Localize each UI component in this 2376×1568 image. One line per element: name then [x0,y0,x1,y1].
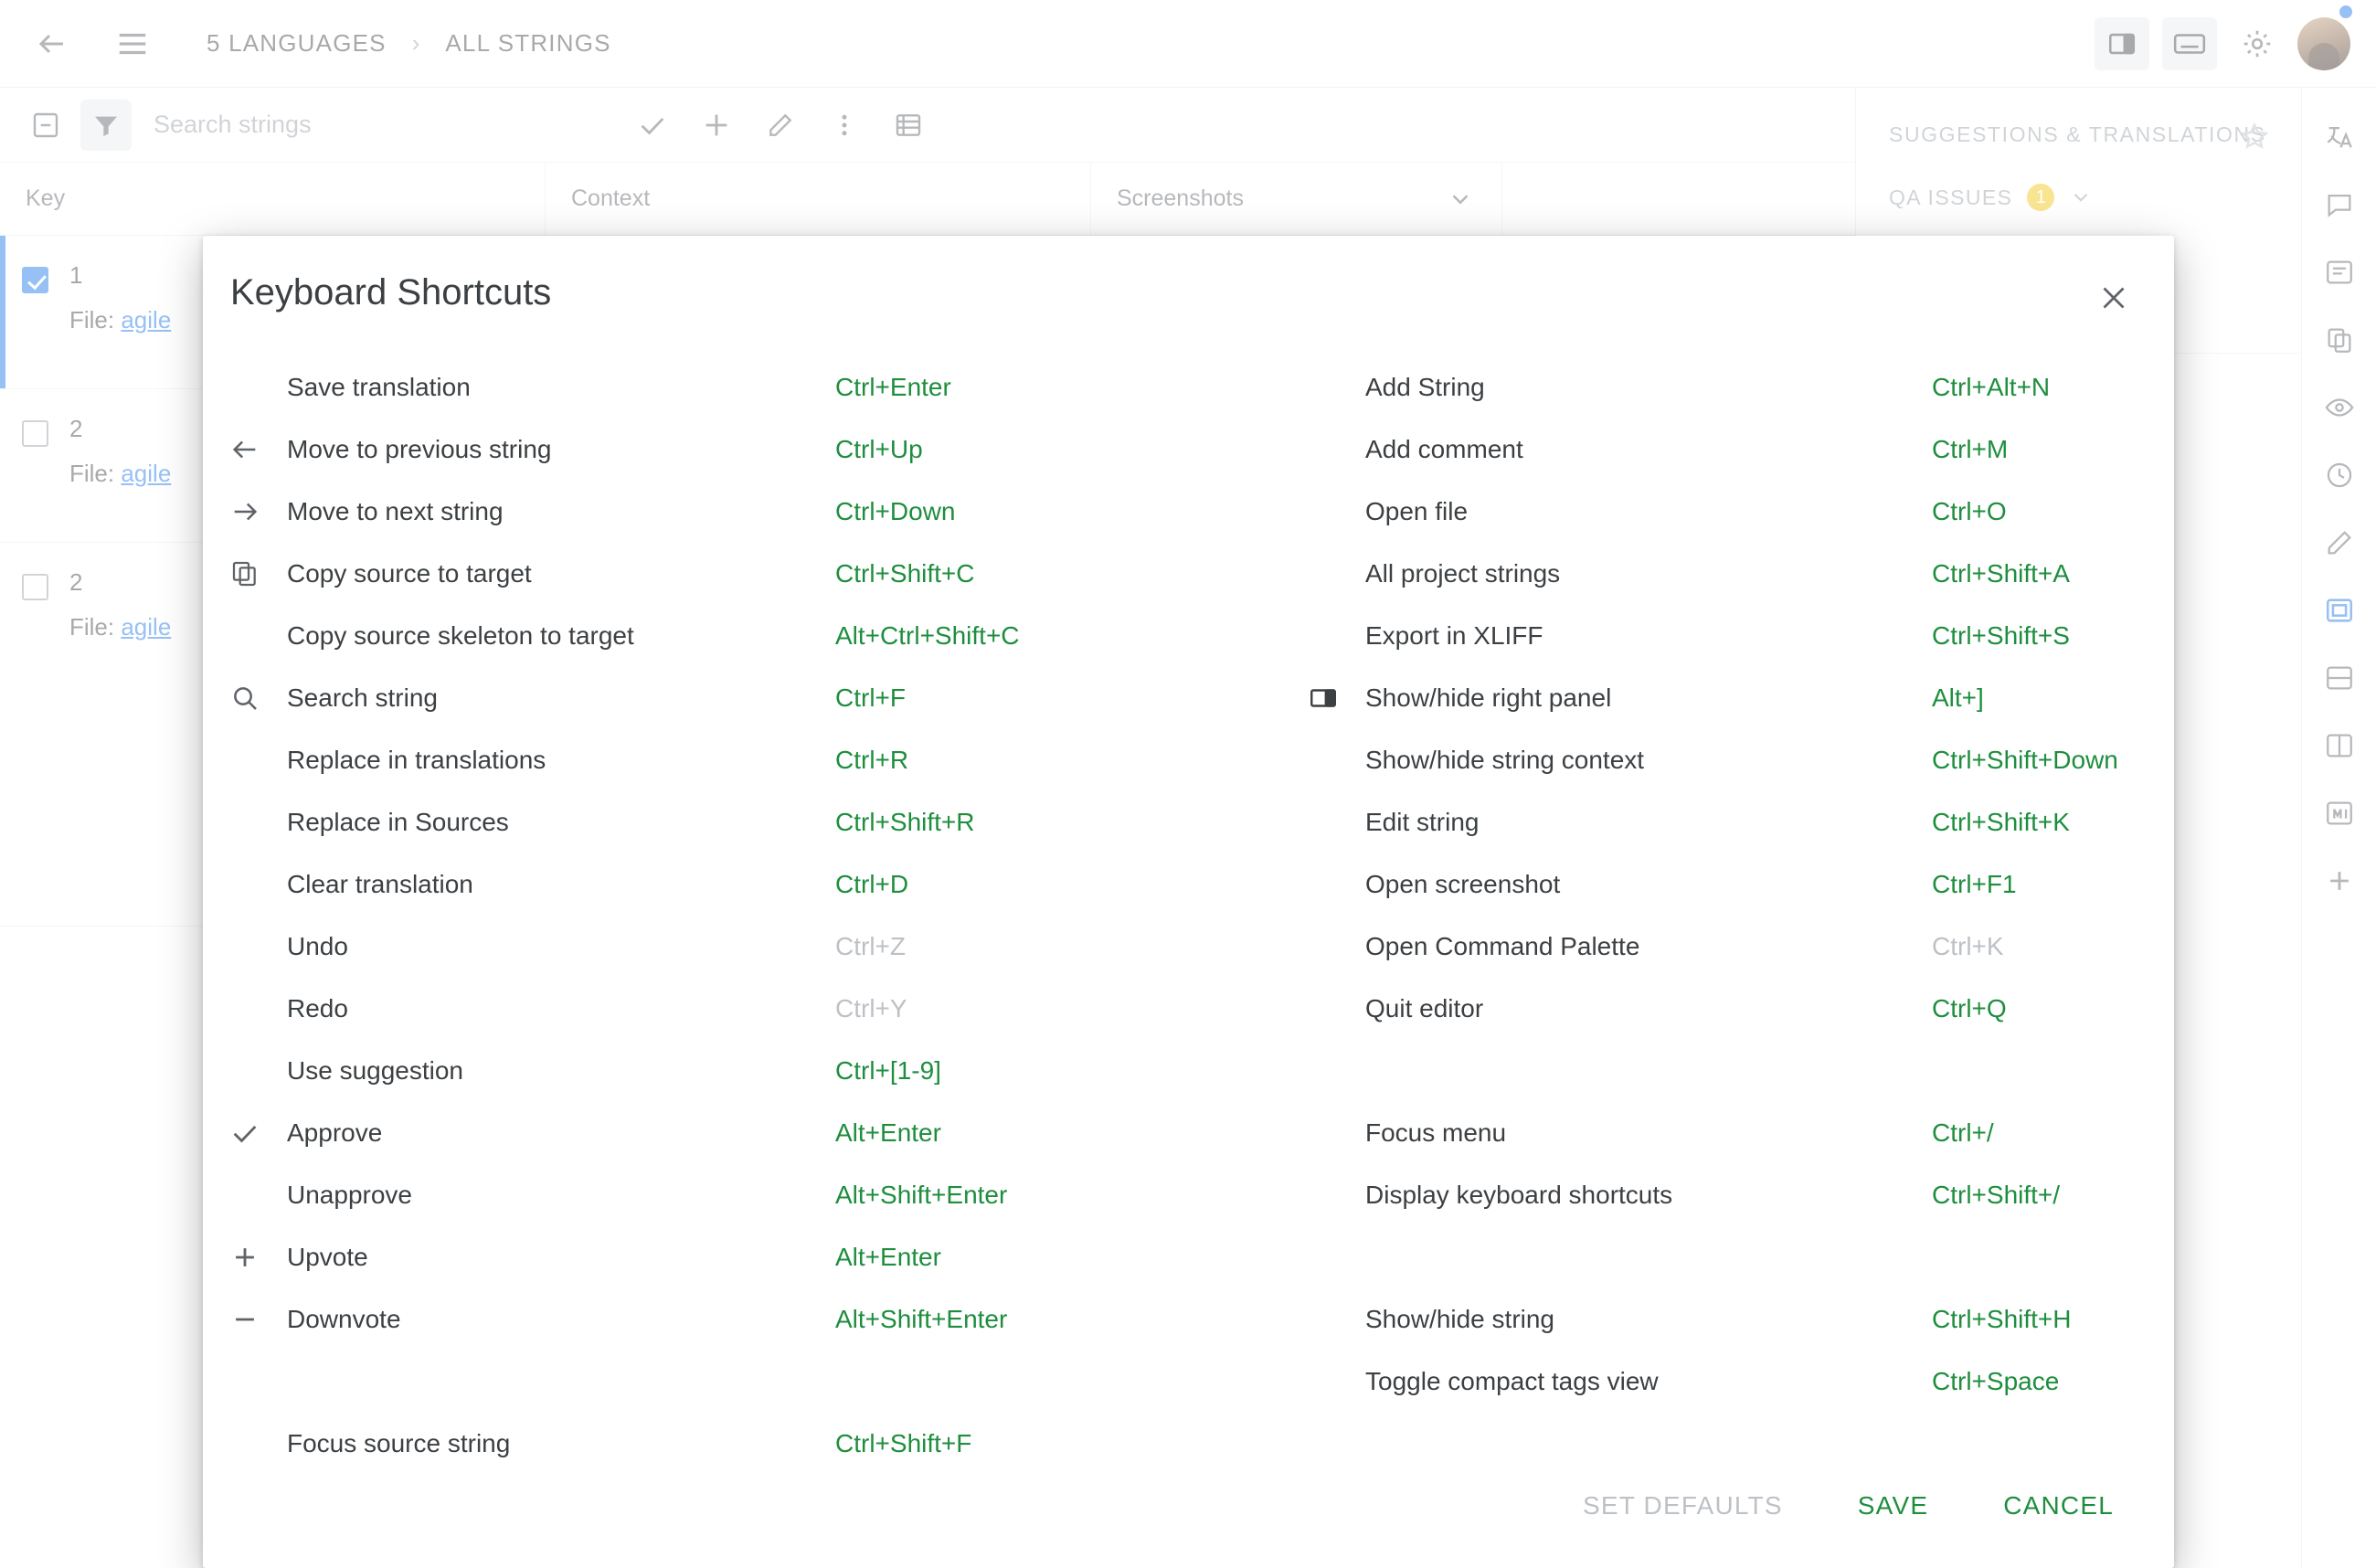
shortcut-label: Redo [287,994,348,1022]
shortcut-keys: Ctrl+[1-9] [835,1056,941,1085]
shortcut-label: Show/hide string context [1365,746,1645,774]
shortcut-label: Show/hide string [1365,1305,1555,1333]
shortcut-row-edit-string [1281,791,2174,853]
shortcut-row-copy-source [203,543,1281,605]
shortcut-row-replace-translations [203,729,1281,791]
shortcut-keys: Ctrl+O [1932,497,2007,525]
shortcut-row-quit-editor [1281,978,2174,1040]
set-defaults-button[interactable]: SET DEFAULTS [1566,1477,1799,1535]
shortcut-keys: Ctrl+Shift+S [1932,621,2070,650]
shortcut-keys: Ctrl+Q [1932,994,2007,1022]
shortcut-keys: Ctrl+Shift+A [1932,559,2070,588]
shortcut-label: Move to next string [287,497,504,525]
shortcut-label: Replace in Sources [287,808,509,836]
shortcut-label: Copy source skeleton to target [287,621,634,650]
shortcut-keys: Ctrl+Space [1932,1367,2060,1395]
shortcut-row-search-string [203,667,1281,729]
shortcuts-left-column [203,356,1281,1458]
shortcut-label: Copy source to target [287,559,532,588]
shortcut-row-move-previous [203,418,1281,481]
check-icon [203,1118,287,1149]
shortcut-label: Edit string [1365,808,1480,836]
dialog-title: Keyboard Shortcuts [230,272,552,313]
shortcut-keys: Ctrl+R [835,746,909,774]
shortcuts-columns [203,356,2174,1458]
shortcut-row-open-screenshot [1281,853,2174,916]
search-icon [203,683,287,713]
shortcut-keys: Alt+Ctrl+Shift+C [835,621,1020,650]
shortcut-keys: Ctrl+F1 [1932,870,2017,898]
shortcut-label: Focus source string [287,1429,511,1457]
shortcut-row-approve [203,1102,1281,1164]
shortcut-keys: Ctrl+M [1932,435,2009,463]
shortcut-row-use-suggestion [203,1040,1281,1102]
shortcut-row-downvote [203,1288,1281,1351]
shortcut-label: Add String [1365,373,1485,401]
shortcut-row-open-command-palette [1281,916,2174,978]
shortcut-keys: Ctrl+Z [835,932,906,960]
shortcut-label: Export in XLIFF [1365,621,1543,650]
shortcut-keys: Alt+Enter [835,1118,941,1147]
shortcut-row-focus-source-string [203,1413,1281,1475]
shortcut-label: Downvote [287,1305,401,1333]
shortcut-label: Undo [287,932,348,960]
spacer [203,1351,1281,1413]
save-button[interactable]: SAVE [1841,1477,1945,1535]
shortcut-keys: Ctrl+Y [835,994,907,1022]
minus-icon [203,1304,287,1335]
shortcuts-right-column [1281,356,2174,1458]
shortcut-row-unapprove [203,1164,1281,1226]
shortcut-keys: Ctrl+Shift+K [1932,808,2070,836]
shortcut-keys: Ctrl+K [1932,932,2004,960]
shortcut-row-focus-menu [1281,1102,2174,1164]
shortcut-keys: Ctrl+Shift+/ [1932,1181,2061,1209]
shortcut-label: Open Command Palette [1365,932,1640,960]
panel-right-icon [1281,683,1365,714]
shortcut-keys: Ctrl+Shift+R [835,808,975,836]
shortcut-row-display-keyboard-shortcuts [1281,1164,2174,1226]
shortcut-row-undo [203,916,1281,978]
shortcut-label: Display keyboard shortcuts [1365,1181,1673,1209]
shortcut-label: Use suggestion [287,1056,464,1085]
shortcut-keys: Ctrl+Shift+C [835,559,975,588]
shortcut-row-open-file [1281,481,2174,543]
arrow-right-icon [203,496,287,527]
shortcut-keys: Ctrl+Shift+F [835,1429,972,1457]
shortcut-label: Upvote [287,1243,368,1271]
shortcut-keys: Alt+Enter [835,1243,941,1271]
shortcut-row-add-comment [1281,418,2174,481]
shortcut-label: Approve [287,1118,383,1147]
shortcut-row-export-xliff [1281,605,2174,667]
shortcut-row-upvote [203,1226,1281,1288]
shortcut-row-save-translation [203,356,1281,418]
shortcut-label: Move to previous string [287,435,552,463]
shortcut-row-add-string [1281,356,2174,418]
shortcut-row-show-hide-string [1281,1288,2174,1351]
keyboard-shortcuts-dialog [203,236,2174,1568]
cancel-button[interactable]: CANCEL [1987,1477,2130,1535]
shortcut-label: All project strings [1365,559,1561,588]
shortcut-row-replace-sources [203,791,1281,853]
shortcut-label: Clear translation [287,870,473,898]
shortcut-row-clear-translation [203,853,1281,916]
shortcut-label: Open file [1365,497,1469,525]
shortcut-keys: Ctrl+Up [835,435,923,463]
shortcut-row-redo [203,978,1281,1040]
shortcut-keys: Ctrl+Down [835,497,956,525]
shortcut-label: Search string [287,683,438,712]
shortcut-keys: Ctrl+Alt+N [1932,373,2051,401]
shortcut-keys: Alt+Shift+Enter [835,1181,1008,1209]
shortcut-label: Unapprove [287,1181,412,1209]
shortcut-row-copy-skeleton [203,605,1281,667]
shortcut-keys: Alt+Shift+Enter [835,1305,1008,1333]
copy-icon [203,559,287,588]
spacer [1281,1226,2174,1288]
shortcut-label: Open screenshot [1365,870,1561,898]
close-icon[interactable] [2090,274,2137,322]
shortcut-keys: Ctrl+Shift+H [1932,1305,2072,1333]
shortcut-row-all-project-strings [1281,543,2174,605]
shortcut-label: Add comment [1365,435,1523,463]
shortcut-row-show-hide-context [1281,729,2174,791]
dialog-actions [1566,1477,2130,1535]
shortcut-keys: Ctrl+F [835,683,906,712]
shortcut-keys: Ctrl+Enter [835,373,951,401]
shortcut-label: Toggle compact tags view [1365,1367,1659,1395]
shortcut-label: Quit editor [1365,994,1484,1022]
shortcut-row-toggle-compact-tags [1281,1351,2174,1413]
shortcut-row-move-next [203,481,1281,543]
shortcut-row-show-hide-right-panel [1281,667,2174,729]
plus-icon [203,1242,287,1273]
shortcut-label: Focus menu [1365,1118,1507,1147]
spacer [1281,1040,2174,1102]
shortcut-label: Show/hide right panel [1365,683,1612,712]
shortcut-label: Replace in translations [287,746,546,774]
shortcut-label: Save translation [287,373,471,401]
shortcut-keys: Alt+] [1932,683,1984,712]
shortcut-keys: Ctrl+/ [1932,1118,1994,1147]
shortcut-keys: Ctrl+D [835,870,909,898]
arrow-left-icon [203,434,287,465]
shortcut-keys: Ctrl+Shift+Down [1932,746,2118,774]
